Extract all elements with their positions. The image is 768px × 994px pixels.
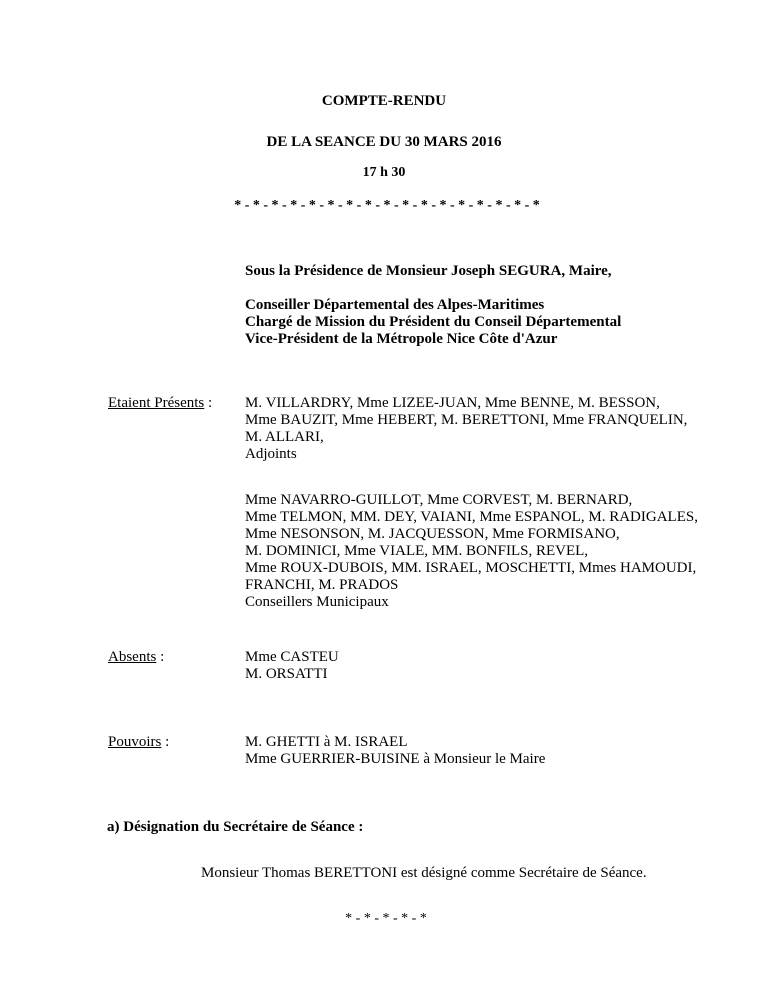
section-a-heading: a) Désignation du Secrétaire de Séance : <box>107 819 364 835</box>
absents-label-text: Absents <box>108 649 157 665</box>
pouvoirs-list <box>245 734 755 768</box>
adjoints-role: Adjoints <box>245 446 297 462</box>
conseillers-line: M. DOMINICI, Mme VIALE, MM. BONFILS, REVEL, <box>245 543 589 559</box>
mayor-title-line: Conseiller Départemental des Alpes-Maritimes <box>245 297 545 313</box>
conseillers-line: Mme TELMON, MM. DEY, VAIANI, Mme ESPANOL, M. RADIGALES, <box>245 509 698 525</box>
adjoints-list <box>245 395 755 463</box>
session-time: 17 h 30 <box>362 165 406 180</box>
conseillers-line: Mme NAVARRO-GUILLOT, Mme CORVEST, M. BERNARD, <box>245 492 633 508</box>
mayor-title-line: Vice-Président de la Métropole Nice Côte d'Azur <box>245 331 558 347</box>
header-separator: * - * - * - * - * - * - * - * - * - * - * - * - * - * - * - * - * <box>234 198 540 213</box>
adjoints-line: M. VILLARDRY, Mme LIZEE-JUAN, Mme BENNE, M. BESSON, <box>245 395 660 411</box>
secretary-designation: Monsieur Thomas BERETTONI est désigné comme Secrétaire de Séance. <box>201 865 647 881</box>
pouvoir-entry: Mme GUERRIER-BUISINE à Monsieur le Maire <box>245 751 546 767</box>
session-date: DE LA SEANCE DU 30 MARS 2016 <box>266 134 502 150</box>
adjoints-line: Mme BAUZIT, Mme HEBERT, M. BERETTONI, Mme FRANQUELIN, <box>245 412 688 428</box>
pouvoir-entry: M. GHETTI à M. ISRAEL <box>245 734 408 750</box>
absents-label <box>108 649 164 666</box>
conseillers-list <box>245 492 755 611</box>
absent-entry: M. ORSATTI <box>245 666 328 682</box>
mayor-titles <box>245 297 755 348</box>
conseillers-line: Mme NESONSON, M. JACQUESSON, Mme FORMISANO, <box>245 526 620 542</box>
absent-entry: Mme CASTEU <box>245 649 339 665</box>
absents-label-colon: : <box>156 649 165 665</box>
document-title: COMPTE-RENDU <box>321 93 447 109</box>
presents-label <box>108 395 212 412</box>
pouvoirs-label-colon: : <box>161 734 170 750</box>
mayor-title-line: Chargé de Mission du Président du Conseil Départemental <box>245 314 622 330</box>
presents-label-colon: : <box>204 395 213 411</box>
adjoints-line: M. ALLARI, <box>245 429 324 445</box>
conseillers-role: Conseillers Municipaux <box>245 594 389 610</box>
presents-label-text: Etaient Présents <box>108 395 205 411</box>
presidence-line: Sous la Présidence de Monsieur Joseph SEGURA, Maire, <box>245 263 612 279</box>
pouvoirs-label <box>108 734 169 751</box>
pouvoirs-label-text: Pouvoirs <box>108 734 162 750</box>
conseillers-line: Mme ROUX-DUBOIS, MM. ISRAEL, MOSCHETTI, Mmes HAMOUDI, <box>245 560 697 576</box>
conseillers-line: FRANCHI, M. PRADOS <box>245 577 399 593</box>
section-separator: * - * - * - * - * <box>345 911 427 926</box>
absents-list <box>245 649 755 683</box>
